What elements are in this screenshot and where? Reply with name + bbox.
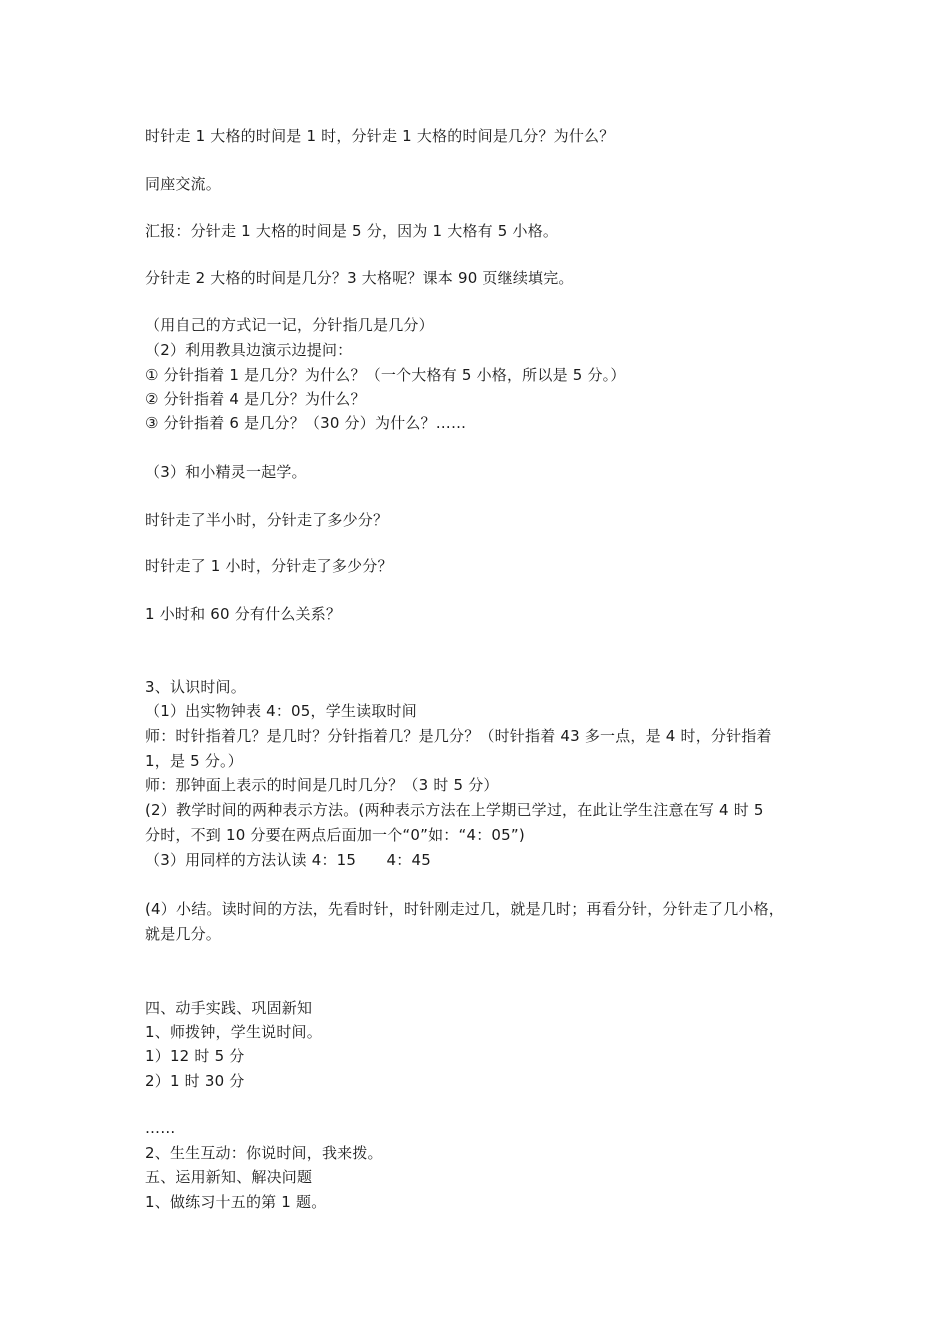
text-line: （3）用同样的方法认读 4：15 4：45 [145,851,431,869]
text-line: 时针走 1 大格的时间是 1 时，分针走 1 大格的时间是几分？为什么？ [145,127,615,145]
text-line: 1、做练习十五的第 1 题。 [145,1193,327,1211]
text-line: ② 分针指着 4 是几分？为什么？ [145,390,366,408]
text-line: （用自己的方式记一记，分针指几是几分） [145,316,434,334]
text-line: 分时，不到 10 分要在两点后面加一个“0”如：“4：05”) [145,826,525,844]
text-line: (4）小结。读时间的方法，先看时针，时针刚走过几，就是几时；再看分针，分针走了几小格， [145,900,784,918]
text-line: 师：那钟面上表示的时间是几时几分？（3 时 5 分） [145,776,499,794]
text-line: 1 小时和 60 分有什么关系？ [145,605,342,623]
text-line: 师：时针指着几？是几时？分针指着几？是几分？（时针指着 43 多一点，是 4 时，分针指着 [145,727,772,745]
section-heading: 3、认识时间。 [145,678,246,696]
text-line: ① 分针指着 1 是几分？为什么？（一个大格有 5 小格，所以是 5 分。） [145,366,626,384]
text-line: （1）出实物钟表 4：05，学生读取时间 [145,702,417,720]
section-heading: 四、动手实践、巩固新知 [145,999,313,1017]
text-line: ③ 分针指着 6 是几分？（30 分）为什么？…… [145,414,467,432]
text-line: 1）12 时 5 分 [145,1047,245,1065]
text-line: 1，是 5 分。） [145,752,243,770]
text-line: …… [145,1119,176,1137]
text-line: 汇报：分针走 1 大格的时间是 5 分，因为 1 大格有 5 小格。 [145,222,559,240]
text-line: 分针走 2 大格的时间是几分？3 大格呢？课本 90 页继续填完。 [145,269,574,287]
text-line: （2）利用教具边演示边提问： [145,341,353,359]
text-line: 同座交流。 [145,175,222,193]
section-heading: 五、运用新知、解决问题 [145,1168,313,1186]
text-line: (2）教学时间的两种表示方法。(两种表示方法在上学期已学过，在此让学生注意在写 4 时 5 [145,801,764,819]
text-line: 时针走了 1 小时，分针走了多少分？ [145,557,393,575]
text-line: 就是几分。 [145,925,222,943]
text-line: （3）和小精灵一起学。 [145,463,307,481]
text-line: 1、师拨钟，学生说时间。 [145,1023,322,1041]
text-line: 2）1 时 30 分 [145,1072,245,1090]
text-line: 2、生生互动：你说时间，我来拨。 [145,1144,383,1162]
text-line: 时针走了半小时，分针走了多少分？ [145,511,389,529]
